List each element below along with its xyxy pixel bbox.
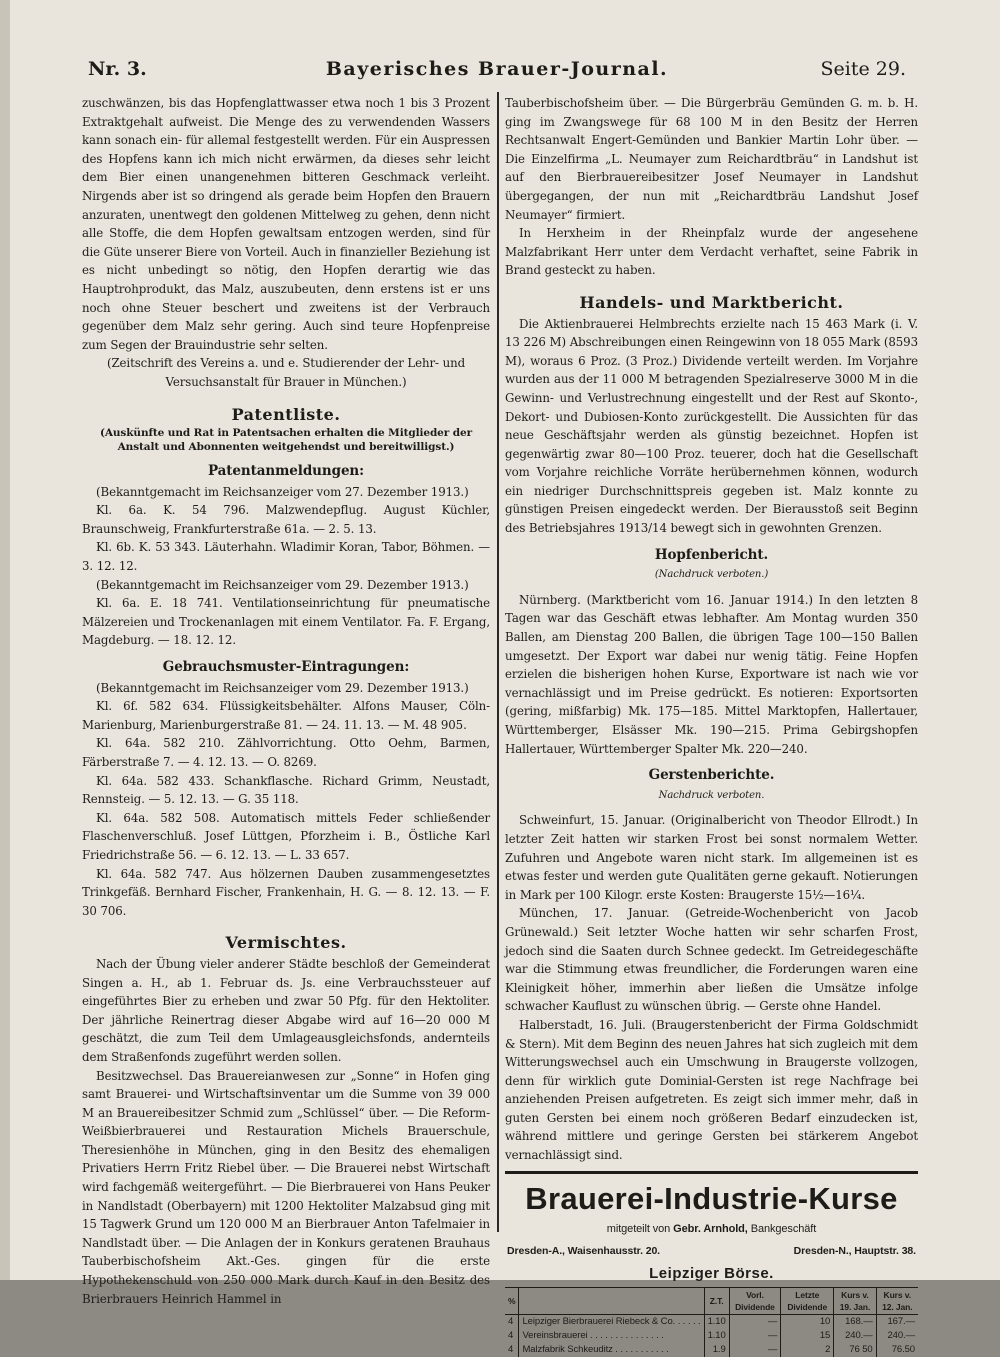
patent-entry: Kl. 64a. 582 210. Zählvorrichtung. Otto Oehm, Barmen, Färberstraße 7. — 4. 12. 13. — O. 8269. <box>82 736 490 769</box>
cell-zt: 1.10 <box>704 1329 729 1343</box>
hopfen-heading: Hopfenbericht. <box>654 546 769 563</box>
gersten-heading: Gerstenberichte. <box>648 767 775 784</box>
cell-pct: 4 <box>508 1330 514 1342</box>
col-header: Letzte Dividende <box>781 1288 834 1315</box>
col-header: % <box>505 1288 519 1315</box>
column-rule <box>497 92 499 1232</box>
patent-entry: Kl. 6f. 582 634. Flüssigkeitsbehälter. Alfons Mauser, Cöln-Marienburg, Marienburgerstraße 81. — 24. 11. 13. — M. 48 905. <box>82 699 490 732</box>
article-text: Halberstadt, 16. Juli. (Braugerstenbericht der Firma Goldschmidt & Stern). Mit dem Beginn des neuen Jahres hat sich zugleich mit dem Witterungswechsel auch ein Umschwung in Braugerste vollzogen, denn für wirklich gute Dominial-Gersten ist rege Nachfrage bei anziehenden Preisen aufgetreten. Es zeigt sich immer mehr, daß in guten Gersten bei einem noch größeren Bedarf einzudecken ist, während mittlere und geringe Gersten bei stärkerem Angebot vernachlässigt sind. <box>505 1017 918 1163</box>
ad-address-right: Dresden-N., Hauptstr. 38. <box>793 1245 916 1258</box>
ad-byline <box>505 1220 918 1239</box>
page-header <box>88 56 906 86</box>
cell-letzte-div: 10 <box>781 1315 834 1330</box>
table-row <box>505 1329 918 1343</box>
cell-letzte-div: 2 <box>781 1343 834 1357</box>
patent-entry: Kl. 64a. 582 433. Schankflasche. Richard Grimm, Neustadt, Rennsteig. — 5. 12. 13. — G. 35 118. <box>82 773 490 807</box>
boerse-heading: Leipziger Börse. <box>649 1264 774 1282</box>
cell-vorl-div: — <box>729 1343 781 1357</box>
cell-kurs-12: 240.— <box>876 1329 918 1343</box>
col-header <box>519 1288 704 1315</box>
handel-heading: Handels- und Marktbericht. <box>579 292 844 312</box>
cell-kurs-19: 168.— <box>834 1315 876 1330</box>
article-text: zuschwänzen, bis das Hopfenglattwasser etwa noch 1 bis 3 Prozent Extraktgehalt aufweist. Die Menge des zu verwendenden Wassers kann sonach ein- für allemal festgestellt werden. Für ein Auspressen des Hopfens kann ich mich nicht erwärmen, da dieses sehr leicht dem Bier einen unangenehmen bitteren Geschmack verleiht. Nirgends aber ist so dringend als gerade beim Hopfen den Brauern anzuraten, unentwegt den goldenen Mittelweg zu gehen, denn nicht alle Stoffe, die dem Hopfen gewaltsam entzogen werden, sind für die Güte unserer Biere von Vorteil. Auch in finanzieller Beziehung ist es nicht unbedingt so nötig, den Hopfen derartig wie das Hauptrohprodukt, das Malz, auszubeuten, denn erstens ist er uns noch ohne Steuer beschert und zweitens ist der Verbrauch gegenüber dem Malz sehr gering. Auch sind teure Hopfenpreise zum Segen der Brauindustrie sehr selten. <box>82 96 490 352</box>
cell-pct: 4 <box>508 1316 514 1328</box>
article-text: Nach der Übung vieler anderer Städte beschloß der Gemeinderat Singen a. H., ab 1. Februar ds. Js. eine Verbrauchssteuer auf eingeführtes Bier zu erheben und zwar 50 Pfg. für den Hektoliter. Der jährliche Reinertrag dieser Abgabe wird auf 16—20 000 M geschätzt, die zum Teil dem Umlageausgleichsfonds, andernteils dem Straßenfonds zugeführt werden sollen. <box>82 956 490 1064</box>
left-column <box>82 94 490 1306</box>
cell-vorl-div: — <box>729 1329 781 1343</box>
cell-kurs-12: 167.— <box>876 1315 918 1330</box>
ad-byline-post: Bankgeschäft <box>747 1222 817 1235</box>
ad-title: Brauerei-Industrie-Kurse <box>525 1180 898 1216</box>
article-text: Nürnberg. (Marktbericht vom 16. Januar 1914.) In den letzten 8 Tagen war das Geschäft etwas lebhafter. Am Montag wurden 350 Ballen, am Dienstag 200 Ballen, die übrigen Tage 100—150 Ballen umgesetzt. Der Export war dabei nur wenig tätig. Feine Hopfen erzielen die bisherigen hohen Kurse, Exportware ist nach wie vor vernachlässigt und im Preise gedrückt. Es notieren: Exportsorten (gering, mißfarbig) Mk. 175—185. Mittel Marktopfen, Hallertauer, Württemberger, Elsässer Mk. 190—215. Prima Gebirgshopfen Hallertauer, Württemberger Spalter Mk. 220—240. <box>505 592 918 756</box>
cell-vorl-div: — <box>729 1315 781 1330</box>
notice-line: (Bekanntgemacht im Reichsanzeiger vom 27. Dezember 1913.) <box>96 484 469 499</box>
article-text: Die Aktienbrauerei Helmbrechts erzielte nach 15 463 Mark (i. V. 13 226 M) Abschreibungen einen Reingewinn von 18 055 Mark (8593 M), woraus 6 Proz. (3 Proz.) Dividende verteilt werden. Im Vorjahre wurden aus der 11 000 M betragenden Spezialreserve 3000 M in die Gewinn- und Verlustrechnung eingestellt und der Rest auf Skonto-, Dekort- und Dubiosen-Konto zurückgestellt. Die Aussichten für das neue Geschäftsjahr werden als günstig bezeichnet. Hopfen ist gegenwärtig zwar 80—100 Proz. teuerer, doch hat die Gesellschaft vom Vorjahre reichliche Vorräte herübernehmen können, wodurch ein niedriger Durchschnittspreis gegeben ist. Malz konnte zu günstigen Preisen eingedeckt werden. Der Bierausstoß seit Beginn des Betriebsjahres 1913/14 bewegt sich in gewohnten Grenzen. <box>505 316 918 536</box>
patent-subheading: (Auskünfte und Rat in Patentsachen erhalten die Mitglieder der Anstalt und Abonnenten weitgehendst und bereitwilligst.) <box>99 427 473 454</box>
cell-kurs-19: 240.— <box>834 1329 876 1343</box>
cell-company: Vereinsbrauerei . . . . . . . . . . . . . . . <box>519 1329 704 1343</box>
article-text: Besitzwechsel. Das Brauereianwesen zur „Sonne“ in Hofen ging samt Brauerei- und Wirtschaftsinventar um die Summe von 39 000 M an Brauereibesitzer Schmid zum „Schlüssel“ über. — Die Reform-Weißbierbrauerei und Restauration Michels Brauerschule, Theresienhöhe in München, ging in den Besitz des ehemaligen Privatiers Herrn Fritz Riebel über. — Die Brauerei nebst Wirtschaft wird fachgemäß weitergeführt. — Die Bierbrauerei von Hans Peuker in Nandlstadt (Oberbayern) mit 1200 Hektoliter Malzabsud ging mit 15 Tagwerk Grund um 120 000 M an Bierbrauer Anton Tafelmaier in Nandlstadt über. — Die Anlagen der in Konkurs geratenen Brauhaus Tauberbischofsheim Akt.-Ges. gingen für die erste Hypothekenschuld von 250 000 Mark durch Kauf in den Besitz des Brierbrauers Heinrich Hammel in <box>82 1068 490 1306</box>
cell-company: Leipziger Bierbrauerei Riebeck & Co. . . . . . <box>519 1315 704 1330</box>
table-row <box>505 1315 918 1330</box>
article-text: München, 17. Januar. (Getreide-Wochenbericht von Jacob Grünewald.) Seit letzter Woche hatten wir sehr scharfen Frost, jedoch sind die Saaten durch Schnee gedeckt. Im Getreidegeschäfte war die Stimmung etwas freundlicher, die Forderungen waren eine Kleinigkeit höher, immerhin aber ließen die Umsätze infolge schwacher Kauflust zu wünschen übrig. — Gerste ohne Handel. <box>505 906 918 1014</box>
col-header: Kurs v. 19. Jan. <box>834 1288 876 1315</box>
ad-address-left: Dresden-A., Waisenhausstr. 20. <box>507 1245 660 1258</box>
cell-letzte-div: 15 <box>781 1329 834 1343</box>
patent-entry: Kl. 6a. E. 18 741. Ventilationseinrichtung für pneumatische Mälzereien und Trockenanlagen mit einem Ventilator. Fa. F. Ergang, Magdeburg. — 18. 12. 12. <box>82 596 490 648</box>
cell-kurs-12: 76.50 <box>876 1343 918 1357</box>
gebrauchsmuster-heading: Gebrauchsmuster-Eintragungen: <box>162 659 410 676</box>
col-header: Kurs v. 12. Jan. <box>876 1288 918 1315</box>
cell-zt: 1.9 <box>704 1343 729 1357</box>
ad-firm: Gebr. Arnhold, <box>673 1222 748 1235</box>
article-text: Tauberbischofsheim über. — Die Bürgerbräu Gemünden G. m. b. H. ging im Zwangswege für 68 100 M in den Besitz der Herren Rechtsanwalt Engert-Gemünden und Bankier Martin Lohr über. — Die Einzelfirma „L. Neumayer zum Reichardtbräu“ in Landshut ist auf den Bierbrauereibesitzer Josef Neumayer in Landshut übergegangen, der nun mit „Reichardtbräu Landshut Josef Neumayer“ firmiert. <box>505 96 918 222</box>
patent-entry: Kl. 6a. K. 54 796. Malzwendepflug. August Küchler, Braunschweig, Frankfurterstraße 61a. — 2. 5. 13. <box>82 503 490 536</box>
col-header: Vorl. Dividende <box>729 1288 781 1315</box>
article-source: (Zeitschrift des Vereins a. und e. Studierender der Lehr- und Versuchsanstalt für Brauer in München.) <box>106 356 466 389</box>
article-text: In Herxheim in der Rheinpfalz wurde der angesehene Malzfabrikant Herr unter dem Verdacht verhaftet, seine Fabrik in Brand gesteckt zu haben. <box>505 226 918 278</box>
cell-kurs-19: 76 50 <box>834 1343 876 1357</box>
page-edge <box>0 0 10 1280</box>
hopfen-subheading: (Nachdruck verboten.) <box>654 569 769 581</box>
anmeldungen-heading: Patentanmeldungen: <box>207 463 365 480</box>
notice-line: (Bekanntgemacht im Reichsanzeiger vom 29. Dezember 1913.) <box>96 577 469 592</box>
table-row <box>505 1343 918 1357</box>
ad-byline-pre: mitgeteilt von <box>606 1222 674 1235</box>
kurs-table <box>505 1287 918 1357</box>
patent-entry: Kl. 64a. 582 747. Aus hölzernen Dauben zusammengesetztes Trinkgefäß. Bernhard Fischer, Frankenhain, H. G. — 8. 12. 13. — F. 30 706. <box>82 866 490 918</box>
ad-addresses <box>507 1242 916 1261</box>
patent-entry: Kl. 64a. 582 508. Automatisch mittels Feder schließender Flaschenverschluß. Josef Lüttgen, Pforzheim i. B., Östliche Karl Friedrichstraße 56. — 6. 12. 13. — L. 33 657. <box>82 810 490 862</box>
patent-entry: Kl. 6b. K. 53 343. Läuterhahn. Wladimir Koran, Tabor, Böhmen. — 3. 12. 12. <box>82 540 490 574</box>
col-header: Z.T. <box>704 1288 729 1315</box>
journal-title: Bayerisches Brauer-Journal. <box>325 58 669 80</box>
patent-heading: Patentliste. <box>231 404 341 424</box>
cell-company: Malzfabrik Schkeuditz . . . . . . . . . . . <box>519 1343 704 1357</box>
vermischtes-heading: Vermischtes. <box>225 933 347 953</box>
cell-pct: 4 <box>508 1344 514 1356</box>
advertisement <box>505 1171 918 1357</box>
gersten-subheading: Nachdruck verboten. <box>658 789 765 801</box>
table-header-row <box>505 1288 918 1315</box>
issue-number: Nr. 3. <box>88 58 147 80</box>
page-number: Seite 29. <box>820 58 906 80</box>
right-column <box>505 94 918 1356</box>
article-text: Schweinfurt, 15. Januar. (Originalbericht von Theodor Ellrodt.) In letzter Zeit hatten wir starken Frost bei sonst normalem Wetter. Zufuhren und Angebote waren nicht stark. Im allgemeinen ist es etwas fester und werden gute Qualitäten gerne gekauft. Notierungen in Mark per 100 Kilogr. erste Kosten: Braugerste 15½—16¼. <box>505 813 918 902</box>
notice-line: (Bekanntgemacht im Reichsanzeiger vom 29. Dezember 1913.) <box>96 680 469 695</box>
cell-zt: 1.10 <box>704 1315 729 1330</box>
